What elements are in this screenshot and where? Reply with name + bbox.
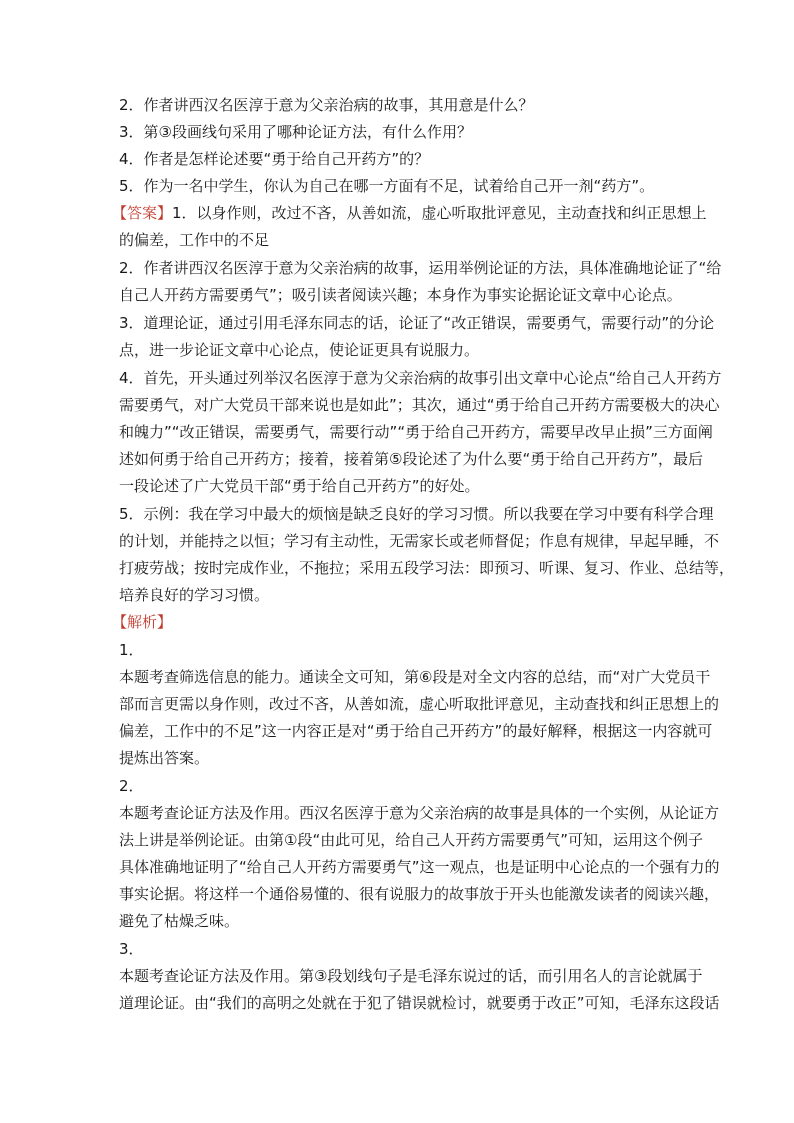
- analysis-2-line-2: 法上讲是举例论证。由第①段“由此可见，给自己人开药方需要勇气”可知，运用这个例子: [119, 831, 703, 849]
- analysis-2-line-5: 避免了枯燥乏味。: [119, 912, 240, 930]
- question-5: 5．作为一名中学生，你认为自己在哪一方面有不足，试着给自己开一剂“药方”。: [119, 177, 655, 195]
- analysis-3-line-1: 本题考查论证方法及作用。第③段划线句子是毛泽东说过的话，而引用名人的言论就属于: [119, 967, 703, 985]
- analysis-1-line-4: 提炼出答案。: [119, 749, 210, 767]
- analysis-label: 【解析】: [112, 613, 173, 631]
- analysis-3-line-2: 道理论证。由“我们的高明之处就在于犯了错误就检讨，就要勇于改正”可知，毛泽东这段话: [119, 994, 720, 1012]
- analysis-1-line-1: 本题考查筛选信息的能力。通读全文可知，第⑥段是对全文内容的总结，而“对广大党员干: [119, 668, 711, 686]
- answer-2-line-1: 2．作者讲西汉名医淳于意为父亲治病的故事，运用举例论证的方法，具体准确地论证了“给: [119, 259, 722, 277]
- answer-4-line-2: 需要勇气，对广大党员干部来说也是如此”；其次，通过“勇于给自己开药方需要极大的决心: [119, 396, 720, 414]
- question-2: 2．作者讲西汉名医淳于意为父亲治病的故事，其用意是什么？: [119, 96, 534, 114]
- answer-1-line-1: 1．以身作则，改过不吝，从善如流，虚心听取批评意见，主动查找和纠正思想上: [172, 204, 707, 222]
- answer-5-line-4: 培养良好的学习习惯。: [119, 586, 270, 604]
- answer-5-line-1: 5．示例：我在学习中最大的烦恼是缺乏良好的学习习惯。所以我要在学习中要有科学合理: [119, 505, 714, 523]
- answer-label: 【答案】: [112, 204, 173, 222]
- analysis-2-line-1: 本题考查论证方法及作用。西汉名医淳于意为父亲治病的故事是具体的一个实例，从论证方: [119, 804, 720, 822]
- analysis-number-1: 1．: [119, 641, 144, 659]
- answer-5-line-2: 的计划，并能持之以恒；学习有主动性，无需家长或老师督促；作息有规律，早起早睡，不: [119, 532, 720, 550]
- answer-line-1: [112, 203, 707, 223]
- analysis-number-3: 3．: [119, 940, 144, 958]
- question-3: 3．第③段画线句采用了哪种论证方法，有什么作用？: [119, 123, 472, 141]
- answer-4-line-1: 4．首先，开头通过列举汉名医淳于意为父亲治病的故事引出文章中心论点“给自己人开药方: [119, 369, 722, 387]
- answer-4-line-3: 和魄力”“改正错误，需要勇气，需要行动”“勇于给自己开药方，需要早改早止损”三方面阐: [119, 423, 713, 441]
- answer-5-line-3: 打疲劳战；按时完成作业，不拖拉；采用五段学习法：即预习、听课、复习、作业、总结等，: [119, 559, 735, 577]
- answer-1-line-2: 的偏差，工作中的不足: [119, 231, 270, 249]
- question-4: 4．作者是怎样论述要“勇于给自己开药方”的？: [119, 150, 430, 168]
- analysis-2-line-4: 事实论据。将这样一个通俗易懂的、很有说服力的故事放于开头也能激发读者的阅读兴趣，: [119, 885, 720, 903]
- answer-3-line-2: 点，进一步论证文章中心论点，使论证更具有说服力。: [119, 341, 480, 359]
- answer-2-line-2: 自己人开药方需要勇气”；吸引读者阅读兴趣；本身作为事实论据论证文章中心论点。: [119, 286, 682, 304]
- analysis-number-2: 2．: [119, 777, 144, 795]
- analysis-1-line-3: 偏差，工作中的不足”这一内容正是对“勇于给自己开药方”的最好解释，根据这一内容就可: [119, 722, 713, 740]
- answer-4-line-5: 一段论述了广大党员干部“勇于给自己开药方”的好处。: [119, 477, 480, 495]
- answer-4-line-4: 述如何勇于给自己开药方；接着，接着第⑤段论述了为什么要“勇于给自己开药方”，最后: [119, 450, 703, 468]
- answer-3-line-1: 3．道理论证，通过引用毛泽东同志的话，论证了“改正错误，需要勇气，需要行动”的分论: [119, 314, 715, 332]
- analysis-1-line-2: 部而言更需以身作则，改过不吝，从善如流，虚心听取批评意见，主动查找和纠正思想上的: [119, 695, 720, 713]
- analysis-2-line-3: 具体准确地证明了“给自己人开药方需要勇气”这一观点，也是证明中心论点的一个强有力的: [119, 858, 720, 876]
